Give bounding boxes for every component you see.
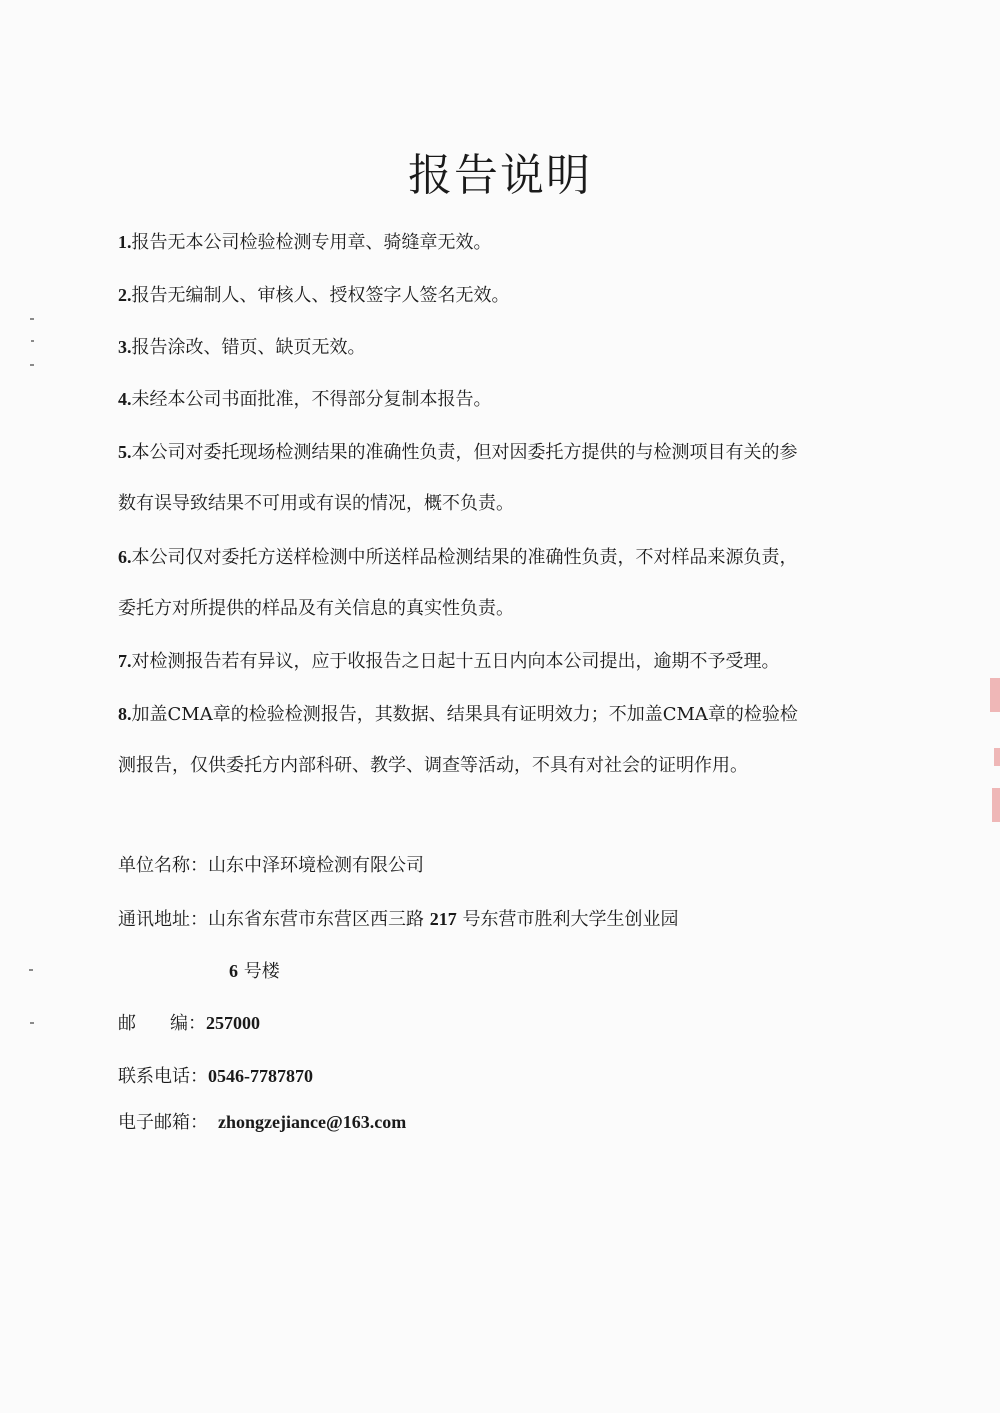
scan-mark [30,364,34,366]
note-number: 7. [118,651,132,671]
scan-mark [29,969,33,971]
note-number: 5. [118,442,132,462]
scan-mark [30,318,34,320]
scan-mark [30,1022,34,1024]
note-6 [118,544,798,571]
note-7 [118,648,780,675]
building-text: 号楼 [243,961,280,982]
address-row [118,906,678,933]
note-text: 报告无本公司检验检测专用章、骑缝章无效。 [131,232,492,253]
postcode-label-part1: 邮 [118,1013,136,1034]
seam-stamp-edge [994,748,1000,766]
address-label: 通讯地址： [118,909,208,930]
page-title: 报告说明 [408,150,592,201]
phone-row [118,1063,313,1090]
address-row-2 [229,958,280,985]
seam-stamp-edge [992,788,1000,822]
email-row [118,1109,406,1136]
note-text: 未经本公司书面批准，不得部分复制本报告。 [131,389,492,410]
address-number: 217 [429,909,457,929]
seam-stamp-edge [990,678,1000,712]
note-text: 委托方对所提供的样品及有关信息的真实性负责。 [118,598,514,619]
note-5-continued [118,491,514,517]
note-text: 本公司对委托现场检测结果的准确性负责，但对因委托方提供的与检测项目有关的参 [131,442,798,463]
unit-name-value: 山东中泽环境检测有限公司 [208,855,424,876]
note-number: 6. [118,547,132,567]
scan-mark [31,340,34,342]
building-number: 6 [229,961,238,981]
note-text: 报告无编制人、审核人、授权签字人签名无效。 [131,285,510,306]
postcode-label-part2: 编： [170,1013,206,1034]
note-number: 2. [118,285,132,305]
note-4 [118,386,492,413]
note-number: 1. [118,232,132,252]
note-text: 对检测报告若有异议，应于收报告之日起十五日内向本公司提出，逾期不予受理。 [131,651,780,672]
note-text: 测报告，仅供委托方内部科研、教学、调查等活动，不具有对社会的证明作用。 [118,755,748,776]
unit-name-label: 单位名称： [118,855,208,876]
note-number: 4. [118,389,132,409]
note-3 [118,334,366,361]
note-8 [118,701,798,728]
note-text: 加盖CMA章的检验检测报告，其数据、结果具有证明效力；不加盖CMA章的检验检 [131,704,798,725]
phone-label: 联系电话： [118,1066,208,1087]
note-text: 本公司仅对委托方送样检测中所送样品检测结果的准确性负责，不对样品来源负责， [131,547,798,568]
email-label: 电子邮箱： [118,1112,208,1133]
note-number: 3. [118,337,132,357]
note-number: 8. [118,704,132,724]
note-2 [118,282,510,309]
postcode-row [118,1010,260,1037]
postcode-value: 257000 [206,1013,260,1033]
note-5 [118,439,798,466]
note-8-continued [118,753,748,779]
email-value: zhongzejiance@163.com [218,1112,407,1132]
address-value: 山东省东营市东营区西三路 [208,909,424,930]
note-1 [118,229,492,256]
unit-name-row [118,853,424,879]
address-value-continued: 号东营市胜利大学生创业园 [462,909,679,930]
note-6-continued [118,596,514,622]
note-text: 数有误导致结果不可用或有误的情况，概不负责。 [118,493,514,514]
note-text: 报告涂改、错页、缺页无效。 [131,337,366,358]
phone-value: 0546-7787870 [208,1066,313,1086]
